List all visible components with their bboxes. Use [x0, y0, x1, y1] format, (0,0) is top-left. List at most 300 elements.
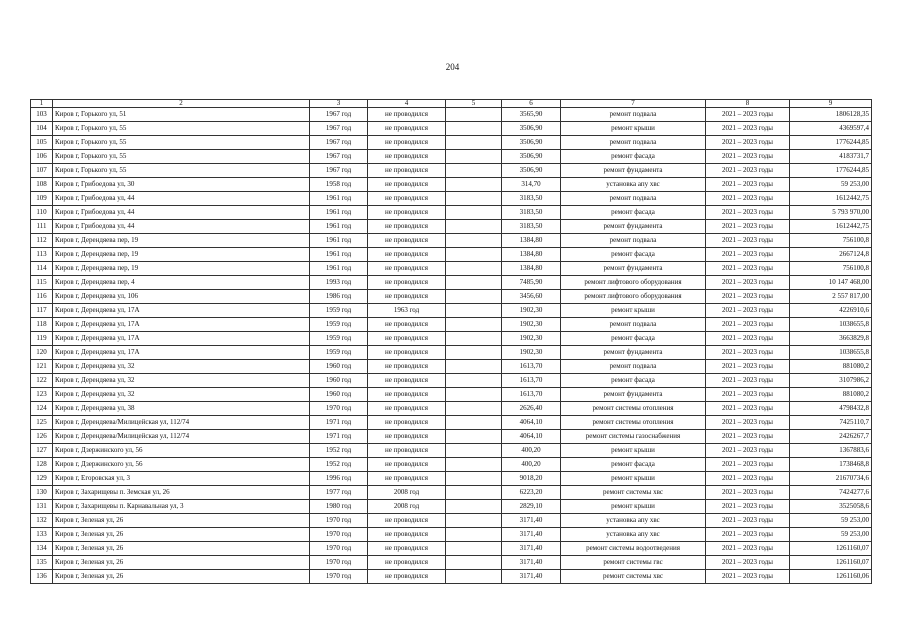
area-cell: 2829,10	[502, 500, 561, 514]
cost-cell: 756100,8	[790, 262, 872, 276]
period-cell: 2021 – 2023 годы	[706, 360, 790, 374]
period-cell: 2021 – 2023 годы	[706, 570, 790, 584]
column-number-cell: 4	[368, 100, 446, 108]
cost-cell: 881080,2	[790, 360, 872, 374]
period-cell: 2021 – 2023 годы	[706, 136, 790, 150]
blank-column-cell	[446, 570, 502, 584]
last-repair-year-cell: не проводился	[368, 360, 446, 374]
work-type-cell: ремонт фасада	[561, 458, 706, 472]
row-number-cell: 130	[31, 486, 53, 500]
area-cell: 3506,90	[502, 164, 561, 178]
table-row	[31, 444, 872, 458]
address-cell: Киров г, Дерендяева/Милицейская ул, 112/74	[53, 430, 310, 444]
table-row	[31, 248, 872, 262]
last-repair-year-cell: не проводился	[368, 346, 446, 360]
area-cell: 3506,90	[502, 122, 561, 136]
build-year-cell: 1967 год	[310, 122, 368, 136]
cost-cell: 3663829,8	[790, 332, 872, 346]
blank-column-cell	[446, 234, 502, 248]
last-repair-year-cell: не проводился	[368, 178, 446, 192]
area-cell: 9018,20	[502, 472, 561, 486]
build-year-cell: 1959 год	[310, 332, 368, 346]
last-repair-year-cell: не проводился	[368, 430, 446, 444]
period-cell: 2021 – 2023 годы	[706, 500, 790, 514]
table-row	[31, 304, 872, 318]
area-cell: 1613,70	[502, 360, 561, 374]
work-type-cell: ремонт лифтового оборудования	[561, 276, 706, 290]
table-row	[31, 290, 872, 304]
table-row	[31, 178, 872, 192]
address-cell: Киров г, Дерендяева пер, 19	[53, 248, 310, 262]
table-row	[31, 108, 872, 122]
cost-cell: 4226910,6	[790, 304, 872, 318]
cost-cell: 1038655,8	[790, 318, 872, 332]
row-number-cell: 134	[31, 542, 53, 556]
blank-column-cell	[446, 416, 502, 430]
address-cell: Киров г, Горького ул, 55	[53, 164, 310, 178]
table-row	[31, 318, 872, 332]
build-year-cell: 1970 год	[310, 570, 368, 584]
cost-cell: 4798432,8	[790, 402, 872, 416]
work-type-cell: ремонт системы хвс	[561, 570, 706, 584]
last-repair-year-cell: не проводился	[368, 164, 446, 178]
column-number-cell: 3	[310, 100, 368, 108]
last-repair-year-cell: не проводился	[368, 528, 446, 542]
blank-column-cell	[446, 458, 502, 472]
row-number-cell: 116	[31, 290, 53, 304]
build-year-cell: 1967 год	[310, 136, 368, 150]
build-year-cell: 1961 год	[310, 192, 368, 206]
work-type-cell: ремонт системы отопления	[561, 416, 706, 430]
work-type-cell: ремонт подвала	[561, 234, 706, 248]
table-body	[31, 100, 872, 584]
blank-column-cell	[446, 192, 502, 206]
table-row	[31, 122, 872, 136]
area-cell: 1613,70	[502, 388, 561, 402]
area-cell: 2626,40	[502, 402, 561, 416]
period-cell: 2021 – 2023 годы	[706, 122, 790, 136]
cost-cell: 10 147 468,00	[790, 276, 872, 290]
build-year-cell: 1970 год	[310, 556, 368, 570]
cost-cell: 1261160,06	[790, 570, 872, 584]
cost-cell: 1776244,85	[790, 164, 872, 178]
build-year-cell: 1959 год	[310, 346, 368, 360]
area-cell: 1902,30	[502, 318, 561, 332]
area-cell: 3171,40	[502, 556, 561, 570]
work-type-cell: установка апу хвс	[561, 178, 706, 192]
blank-column-cell	[446, 248, 502, 262]
build-year-cell: 1960 год	[310, 360, 368, 374]
cost-cell: 59 253,00	[790, 528, 872, 542]
last-repair-year-cell: не проводился	[368, 234, 446, 248]
period-cell: 2021 – 2023 годы	[706, 150, 790, 164]
build-year-cell: 1959 год	[310, 304, 368, 318]
area-cell: 1902,30	[502, 346, 561, 360]
table-row	[31, 528, 872, 542]
last-repair-year-cell: не проводился	[368, 570, 446, 584]
address-cell: Киров г, Зеленая ул, 26	[53, 528, 310, 542]
last-repair-year-cell: не проводился	[368, 556, 446, 570]
cost-cell: 3525058,6	[790, 500, 872, 514]
last-repair-year-cell: не проводился	[368, 262, 446, 276]
address-cell: Киров г, Егоровская ул, 3	[53, 472, 310, 486]
work-type-cell: ремонт крыши	[561, 500, 706, 514]
row-number-cell: 135	[31, 556, 53, 570]
table-row	[31, 206, 872, 220]
row-number-cell: 120	[31, 346, 53, 360]
blank-column-cell	[446, 122, 502, 136]
address-cell: Киров г, Дерендяева пер, 19	[53, 262, 310, 276]
repair-schedule-table	[30, 99, 872, 584]
period-cell: 2021 – 2023 годы	[706, 234, 790, 248]
area-cell: 3171,40	[502, 570, 561, 584]
row-number-cell: 119	[31, 332, 53, 346]
period-cell: 2021 – 2023 годы	[706, 206, 790, 220]
last-repair-year-cell: не проводился	[368, 374, 446, 388]
build-year-cell: 1961 год	[310, 234, 368, 248]
build-year-cell: 1967 год	[310, 150, 368, 164]
last-repair-year-cell: не проводился	[368, 108, 446, 122]
blank-column-cell	[446, 360, 502, 374]
blank-column-cell	[446, 388, 502, 402]
area-cell: 7485,90	[502, 276, 561, 290]
area-cell: 3183,50	[502, 220, 561, 234]
blank-column-cell	[446, 108, 502, 122]
row-number-cell: 123	[31, 388, 53, 402]
period-cell: 2021 – 2023 годы	[706, 402, 790, 416]
period-cell: 2021 – 2023 годы	[706, 556, 790, 570]
period-cell: 2021 – 2023 годы	[706, 346, 790, 360]
build-year-cell: 1961 год	[310, 206, 368, 220]
blank-column-cell	[446, 556, 502, 570]
row-number-cell: 109	[31, 192, 53, 206]
blank-column-cell	[446, 542, 502, 556]
period-cell: 2021 – 2023 годы	[706, 514, 790, 528]
address-cell: Киров г, Дерендяева ул, 106	[53, 290, 310, 304]
row-number-cell: 132	[31, 514, 53, 528]
area-cell: 1902,30	[502, 304, 561, 318]
page-number: 204	[445, 62, 460, 72]
blank-column-cell	[446, 136, 502, 150]
area-cell: 3183,50	[502, 206, 561, 220]
build-year-cell: 1952 год	[310, 444, 368, 458]
work-type-cell: ремонт фасада	[561, 206, 706, 220]
last-repair-year-cell: не проводился	[368, 542, 446, 556]
table-row	[31, 220, 872, 234]
last-repair-year-cell: не проводился	[368, 318, 446, 332]
work-type-cell: ремонт фундамента	[561, 262, 706, 276]
area-cell: 3565,90	[502, 108, 561, 122]
build-year-cell: 1970 год	[310, 542, 368, 556]
table-row	[31, 192, 872, 206]
area-cell: 1384,80	[502, 262, 561, 276]
address-cell: Киров г, Грибоедова ул, 30	[53, 178, 310, 192]
blank-column-cell	[446, 402, 502, 416]
address-cell: Киров г, Грибоедова ул, 44	[53, 192, 310, 206]
work-type-cell: ремонт фундамента	[561, 388, 706, 402]
cost-cell: 5 793 970,00	[790, 206, 872, 220]
cost-cell: 7425110,7	[790, 416, 872, 430]
period-cell: 2021 – 2023 годы	[706, 416, 790, 430]
work-type-cell: ремонт системы отопления	[561, 402, 706, 416]
table-row	[31, 262, 872, 276]
work-type-cell: ремонт системы хвс	[561, 486, 706, 500]
build-year-cell: 1961 год	[310, 248, 368, 262]
row-number-cell: 124	[31, 402, 53, 416]
period-cell: 2021 – 2023 годы	[706, 542, 790, 556]
address-cell: Киров г, Зеленая ул, 26	[53, 514, 310, 528]
cost-cell: 1806128,35	[790, 108, 872, 122]
period-cell: 2021 – 2023 годы	[706, 304, 790, 318]
area-cell: 3183,50	[502, 192, 561, 206]
build-year-cell: 1971 год	[310, 416, 368, 430]
area-cell: 3506,90	[502, 150, 561, 164]
period-cell: 2021 – 2023 годы	[706, 332, 790, 346]
cost-cell: 21670734,6	[790, 472, 872, 486]
address-cell: Киров г, Горького ул, 55	[53, 122, 310, 136]
work-type-cell: ремонт фасада	[561, 332, 706, 346]
column-number-cell: 8	[706, 100, 790, 108]
cost-cell: 59 253,00	[790, 178, 872, 192]
row-number-cell: 107	[31, 164, 53, 178]
column-number-cell: 2	[53, 100, 310, 108]
row-number-cell: 113	[31, 248, 53, 262]
table-row	[31, 136, 872, 150]
cost-cell: 4183731,7	[790, 150, 872, 164]
blank-column-cell	[446, 528, 502, 542]
period-cell: 2021 – 2023 годы	[706, 108, 790, 122]
table-row	[31, 346, 872, 360]
address-cell: Киров г, Дерендяева ул, 38	[53, 402, 310, 416]
address-cell: Киров г, Дерендяева/Милицейская ул, 112/74	[53, 416, 310, 430]
build-year-cell: 1960 год	[310, 374, 368, 388]
area-cell: 6223,20	[502, 486, 561, 500]
last-repair-year-cell: не проводился	[368, 332, 446, 346]
address-cell: Киров г, Захарищевы п. Карнавальная ул, 3	[53, 500, 310, 514]
address-cell: Киров г, Горького ул, 55	[53, 150, 310, 164]
work-type-cell: ремонт подвала	[561, 318, 706, 332]
work-type-cell: ремонт системы газоснабжения	[561, 430, 706, 444]
area-cell: 3171,40	[502, 542, 561, 556]
period-cell: 2021 – 2023 годы	[706, 472, 790, 486]
blank-column-cell	[446, 500, 502, 514]
row-number-cell: 126	[31, 430, 53, 444]
address-cell: Киров г, Горького ул, 51	[53, 108, 310, 122]
last-repair-year-cell: не проводился	[368, 444, 446, 458]
work-type-cell: установка апу хвс	[561, 528, 706, 542]
work-type-cell: ремонт крыши	[561, 444, 706, 458]
period-cell: 2021 – 2023 годы	[706, 374, 790, 388]
table-row	[31, 164, 872, 178]
area-cell: 400,20	[502, 458, 561, 472]
last-repair-year-cell: 1963 год	[368, 304, 446, 318]
blank-column-cell	[446, 332, 502, 346]
row-number-cell: 127	[31, 444, 53, 458]
period-cell: 2021 – 2023 годы	[706, 220, 790, 234]
address-cell: Киров г, Дерендяева ул, 17А	[53, 332, 310, 346]
address-cell: Киров г, Дерендяева пер, 4	[53, 276, 310, 290]
area-cell: 314,70	[502, 178, 561, 192]
area-cell: 3171,40	[502, 514, 561, 528]
build-year-cell: 1970 год	[310, 528, 368, 542]
table-row	[31, 234, 872, 248]
area-cell: 1613,70	[502, 374, 561, 388]
last-repair-year-cell: не проводился	[368, 276, 446, 290]
blank-column-cell	[446, 220, 502, 234]
table-row	[31, 542, 872, 556]
table-row	[31, 570, 872, 584]
table-row	[31, 486, 872, 500]
period-cell: 2021 – 2023 годы	[706, 458, 790, 472]
work-type-cell: ремонт фундамента	[561, 346, 706, 360]
cost-cell: 1367883,6	[790, 444, 872, 458]
column-number-cell: 5	[446, 100, 502, 108]
build-year-cell: 1952 год	[310, 458, 368, 472]
work-type-cell: ремонт подвала	[561, 192, 706, 206]
column-number-cell: 6	[502, 100, 561, 108]
cost-cell: 59 253,00	[790, 514, 872, 528]
cost-cell: 7424277,6	[790, 486, 872, 500]
table-row	[31, 500, 872, 514]
table-row	[31, 472, 872, 486]
row-number-cell: 128	[31, 458, 53, 472]
last-repair-year-cell: не проводился	[368, 416, 446, 430]
address-cell: Киров г, Грибоедова ул, 44	[53, 220, 310, 234]
table-row	[31, 332, 872, 346]
row-number-cell: 111	[31, 220, 53, 234]
last-repair-year-cell: не проводился	[368, 514, 446, 528]
table-row	[31, 150, 872, 164]
area-cell: 400,20	[502, 444, 561, 458]
table-row	[31, 556, 872, 570]
table-row	[31, 402, 872, 416]
period-cell: 2021 – 2023 годы	[706, 276, 790, 290]
last-repair-year-cell: не проводился	[368, 192, 446, 206]
address-cell: Киров г, Зеленая ул, 26	[53, 556, 310, 570]
work-type-cell: ремонт лифтового оборудования	[561, 290, 706, 304]
cost-cell: 881080,2	[790, 388, 872, 402]
period-cell: 2021 – 2023 годы	[706, 192, 790, 206]
build-year-cell: 1958 год	[310, 178, 368, 192]
period-cell: 2021 – 2023 годы	[706, 528, 790, 542]
last-repair-year-cell: 2008 год	[368, 486, 446, 500]
cost-cell: 4369597,4	[790, 122, 872, 136]
blank-column-cell	[446, 374, 502, 388]
row-number-cell: 136	[31, 570, 53, 584]
work-type-cell: ремонт фасада	[561, 248, 706, 262]
area-cell: 3506,90	[502, 136, 561, 150]
area-cell: 4064,10	[502, 416, 561, 430]
row-number-cell: 117	[31, 304, 53, 318]
row-number-cell: 108	[31, 178, 53, 192]
row-number-cell: 103	[31, 108, 53, 122]
last-repair-year-cell: не проводился	[368, 206, 446, 220]
address-cell: Киров г, Дерендяева ул, 32	[53, 360, 310, 374]
cost-cell: 1612442,75	[790, 220, 872, 234]
cost-cell: 1776244,85	[790, 136, 872, 150]
last-repair-year-cell: не проводился	[368, 458, 446, 472]
build-year-cell: 1996 год	[310, 472, 368, 486]
cost-cell: 1738468,8	[790, 458, 872, 472]
period-cell: 2021 – 2023 годы	[706, 388, 790, 402]
period-cell: 2021 – 2023 годы	[706, 290, 790, 304]
cost-cell: 2667124,8	[790, 248, 872, 262]
row-number-cell: 112	[31, 234, 53, 248]
period-cell: 2021 – 2023 годы	[706, 248, 790, 262]
period-cell: 2021 – 2023 годы	[706, 178, 790, 192]
address-cell: Киров г, Зеленая ул, 26	[53, 542, 310, 556]
period-cell: 2021 – 2023 годы	[706, 164, 790, 178]
table-row	[31, 458, 872, 472]
work-type-cell: установка апу хвс	[561, 514, 706, 528]
cost-cell: 1261160,07	[790, 542, 872, 556]
period-cell: 2021 – 2023 годы	[706, 318, 790, 332]
blank-column-cell	[446, 164, 502, 178]
row-number-cell: 105	[31, 136, 53, 150]
area-cell: 3456,60	[502, 290, 561, 304]
area-cell: 1902,30	[502, 332, 561, 346]
row-number-cell: 129	[31, 472, 53, 486]
row-number-cell: 110	[31, 206, 53, 220]
area-cell: 1384,80	[502, 234, 561, 248]
period-cell: 2021 – 2023 годы	[706, 262, 790, 276]
work-type-cell: ремонт фундамента	[561, 220, 706, 234]
row-number-cell: 115	[31, 276, 53, 290]
table-row	[31, 416, 872, 430]
build-year-cell: 1970 год	[310, 514, 368, 528]
blank-column-cell	[446, 206, 502, 220]
address-cell: Киров г, Зеленая ул, 26	[53, 570, 310, 584]
area-cell: 4064,10	[502, 430, 561, 444]
last-repair-year-cell: 2008 год	[368, 500, 446, 514]
last-repair-year-cell: не проводился	[368, 220, 446, 234]
blank-column-cell	[446, 444, 502, 458]
last-repair-year-cell: не проводился	[368, 290, 446, 304]
address-cell: Киров г, Дерендяева ул, 32	[53, 388, 310, 402]
area-cell: 1384,80	[502, 248, 561, 262]
area-cell: 3171,40	[502, 528, 561, 542]
row-number-cell: 125	[31, 416, 53, 430]
build-year-cell: 1970 год	[310, 402, 368, 416]
last-repair-year-cell: не проводился	[368, 402, 446, 416]
work-type-cell: ремонт подвала	[561, 360, 706, 374]
row-number-cell: 114	[31, 262, 53, 276]
row-number-cell: 133	[31, 528, 53, 542]
build-year-cell: 1967 год	[310, 108, 368, 122]
build-year-cell: 1961 год	[310, 220, 368, 234]
build-year-cell: 1959 год	[310, 318, 368, 332]
cost-cell: 756100,8	[790, 234, 872, 248]
work-type-cell: ремонт крыши	[561, 122, 706, 136]
address-cell: Киров г, Горького ул, 55	[53, 136, 310, 150]
column-number-row	[31, 100, 872, 108]
row-number-cell: 104	[31, 122, 53, 136]
blank-column-cell	[446, 304, 502, 318]
column-number-cell: 7	[561, 100, 706, 108]
blank-column-cell	[446, 276, 502, 290]
row-number-cell: 122	[31, 374, 53, 388]
build-year-cell: 1961 год	[310, 262, 368, 276]
address-cell: Киров г, Дерендяева ул, 17А	[53, 346, 310, 360]
cost-cell: 2 557 817,00	[790, 290, 872, 304]
row-number-cell: 121	[31, 360, 53, 374]
build-year-cell: 1971 год	[310, 430, 368, 444]
address-cell: Киров г, Дерендяева ул, 17А	[53, 318, 310, 332]
cost-cell: 1612442,75	[790, 192, 872, 206]
blank-column-cell	[446, 318, 502, 332]
address-cell: Киров г, Грибоедова ул, 44	[53, 206, 310, 220]
work-type-cell: ремонт подвала	[561, 136, 706, 150]
